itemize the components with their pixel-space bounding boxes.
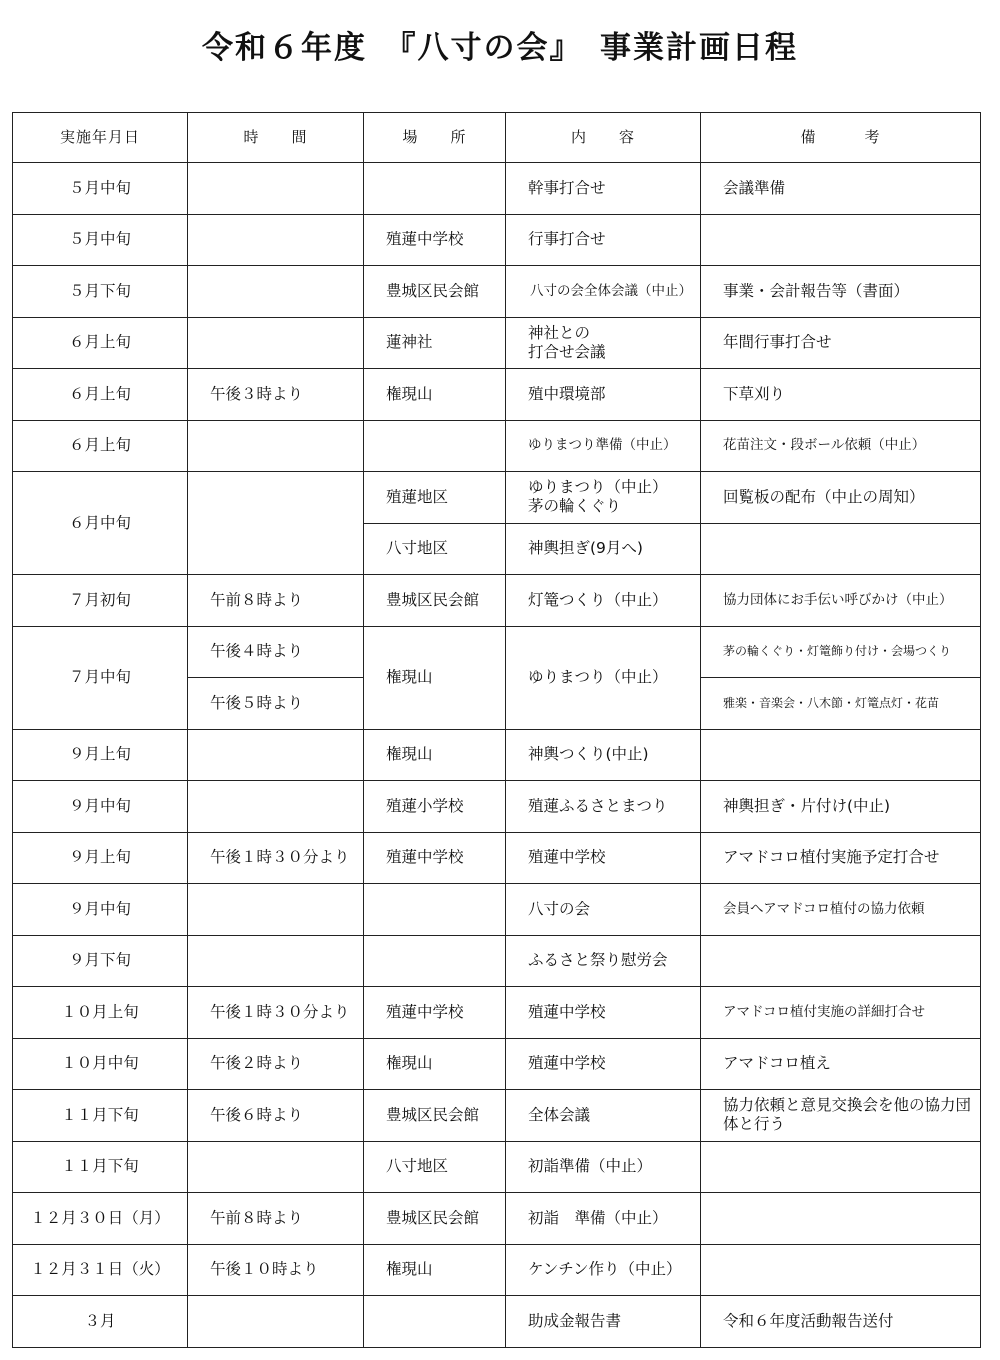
cell-time (188, 1141, 364, 1193)
cell-date: １０月上旬 (13, 987, 188, 1039)
cell-time (188, 884, 364, 936)
cell-time (188, 214, 364, 266)
cell-time: 午後１時３０分より (188, 987, 364, 1039)
cell-remarks: 茅の輪くぐり・灯篭飾り付け・会場つくり (701, 626, 981, 678)
table-row (13, 935, 981, 987)
cell-content: 初詣準備（中止） (506, 1141, 701, 1193)
cell-date: ５月中旬 (13, 163, 188, 215)
cell-remarks (701, 1193, 981, 1245)
table-row (13, 575, 981, 627)
cell-date: ６月上旬 (13, 420, 188, 472)
cell-content: 殖蓮ふるさとまつり (506, 781, 701, 833)
cell-date: ３月 (13, 1296, 188, 1348)
cell-remarks: 雅楽・音楽会・八木節・灯篭点灯・花苗 (701, 678, 981, 730)
cell-time (188, 935, 364, 987)
cell-time (188, 163, 364, 215)
cell-date: ６月中旬 (13, 472, 188, 575)
schedule-table (12, 112, 981, 1348)
cell-content: 神輿つくり(中止) (506, 729, 701, 781)
table-row (13, 729, 981, 781)
cell-place (364, 163, 506, 215)
cell-date: １０月中旬 (13, 1038, 188, 1090)
cell-time: 午前８時より (188, 575, 364, 627)
header-date: 実施年月日 (13, 113, 188, 163)
header-place: 場 所 (364, 113, 506, 163)
cell-time: 午後３時より (188, 369, 364, 421)
cell-remarks: 神輿担ぎ・片付け(中止) (701, 781, 981, 833)
cell-date: ７月初旬 (13, 575, 188, 627)
table-row (13, 1296, 981, 1348)
cell-remarks: 花苗注文・段ボール依頼（中止） (701, 420, 981, 472)
table-row (13, 987, 981, 1039)
cell-place: 殖蓮中学校 (364, 214, 506, 266)
cell-date: ５月中旬 (13, 214, 188, 266)
table-row (13, 163, 981, 215)
table-row (13, 1038, 981, 1090)
table-row (13, 369, 981, 421)
cell-place: 殖蓮地区 (364, 472, 506, 524)
cell-place: 八寸地区 (364, 1141, 506, 1193)
table-row (13, 1244, 981, 1296)
cell-date: １２月３０日（月） (13, 1193, 188, 1245)
cell-time (188, 420, 364, 472)
table-row (13, 1141, 981, 1193)
table-row (13, 1090, 981, 1142)
cell-time: 午前８時より (188, 1193, 364, 1245)
cell-remarks (701, 1244, 981, 1296)
cell-place: 権現山 (364, 626, 506, 729)
cell-content: 殖蓮中学校 (506, 832, 701, 884)
cell-content: 八寸の会 (506, 884, 701, 936)
cell-remarks (701, 729, 981, 781)
table-row (13, 626, 981, 678)
cell-date: ５月下旬 (13, 266, 188, 318)
cell-place: 権現山 (364, 1038, 506, 1090)
cell-content: ゆりまつり（中止） (506, 626, 701, 729)
cell-remarks: 回覧板の配布（中止の周知） (701, 472, 981, 524)
cell-content: ふるさと祭り慰労会 (506, 935, 701, 987)
cell-place: 権現山 (364, 1244, 506, 1296)
cell-remarks: 令和６年度活動報告送付 (701, 1296, 981, 1348)
cell-date: ７月中旬 (13, 626, 188, 729)
cell-place: 殖蓮中学校 (364, 987, 506, 1039)
cell-place (364, 1296, 506, 1348)
table-row (13, 214, 981, 266)
cell-remarks: アマドコロ植付実施予定打合せ (701, 832, 981, 884)
cell-date: ９月上旬 (13, 729, 188, 781)
cell-content: 灯篭つくり（中止） (506, 575, 701, 627)
cell-place (364, 884, 506, 936)
header-content: 内 容 (506, 113, 701, 163)
cell-time (188, 266, 364, 318)
cell-time: 午後５時より (188, 678, 364, 730)
cell-content: 行事打合せ (506, 214, 701, 266)
cell-date: ９月下旬 (13, 935, 188, 987)
cell-content: 神輿担ぎ(9月へ) (506, 523, 701, 575)
cell-remarks (701, 523, 981, 575)
header-remarks: 備 考 (701, 113, 981, 163)
cell-content: 助成金報告書 (506, 1296, 701, 1348)
cell-time (188, 781, 364, 833)
cell-remarks (701, 214, 981, 266)
cell-place: 豊城区民会館 (364, 575, 506, 627)
cell-date: ６月上旬 (13, 317, 188, 369)
cell-time: 午後６時より (188, 1090, 364, 1142)
cell-time (188, 317, 364, 369)
table-row (13, 420, 981, 472)
cell-place: 殖蓮小学校 (364, 781, 506, 833)
cell-remarks: 会員へアマドコロ植付の協力依頼 (701, 884, 981, 936)
cell-remarks: 事業・会計報告等（書面） (701, 266, 981, 318)
cell-time (188, 1296, 364, 1348)
cell-place (364, 935, 506, 987)
cell-remarks: 年間行事打合せ (701, 317, 981, 369)
cell-content: 初詣 準備（中止） (506, 1193, 701, 1245)
cell-remarks: 下草刈り (701, 369, 981, 421)
cell-remarks: 協力団体にお手伝い呼びかけ（中止） (701, 575, 981, 627)
cell-place: 権現山 (364, 369, 506, 421)
table-row (13, 1193, 981, 1245)
table-row (13, 884, 981, 936)
cell-content: 殖蓮中学校 (506, 987, 701, 1039)
table-row (13, 472, 981, 524)
cell-remarks: アマドコロ植付実施の詳細打合せ (701, 987, 981, 1039)
cell-place: 殖蓮中学校 (364, 832, 506, 884)
table-row (13, 266, 981, 318)
table-row (13, 317, 981, 369)
cell-date: １２月３１日（火） (13, 1244, 188, 1296)
cell-place: 八寸地区 (364, 523, 506, 575)
cell-remarks: アマドコロ植え (701, 1038, 981, 1090)
cell-date: １１月下旬 (13, 1141, 188, 1193)
cell-date: １１月下旬 (13, 1090, 188, 1142)
header-time: 時 間 (188, 113, 364, 163)
cell-content: 殖中環境部 (506, 369, 701, 421)
cell-time: 午後１時３０分より (188, 832, 364, 884)
cell-place: 豊城区民会館 (364, 266, 506, 318)
cell-date: ９月上旬 (13, 832, 188, 884)
cell-content: ゆりまつり準備（中止） (506, 420, 701, 472)
cell-remarks: 会議準備 (701, 163, 981, 215)
cell-content: 殖蓮中学校 (506, 1038, 701, 1090)
cell-content: ケンチン作り（中止） (506, 1244, 701, 1296)
cell-time (188, 472, 364, 575)
cell-place (364, 420, 506, 472)
cell-date: ６月上旬 (13, 369, 188, 421)
cell-content: 神社との 打合せ会議 (506, 317, 701, 369)
page-title: 令和６年度 『八寸の会』 事業計画日程 (202, 30, 798, 66)
table-row (13, 832, 981, 884)
table-header-row (13, 113, 981, 163)
cell-date: ９月中旬 (13, 884, 188, 936)
cell-remarks: 協力依頼と意見交換会を他の協力団体と行う (701, 1090, 981, 1142)
cell-content: 幹事打合せ (506, 163, 701, 215)
cell-place: 蓮神社 (364, 317, 506, 369)
cell-time: 午後２時より (188, 1038, 364, 1090)
cell-content: 八寸の会全体会議（中止） (506, 266, 701, 318)
cell-remarks (701, 935, 981, 987)
cell-time (188, 729, 364, 781)
cell-remarks (701, 1141, 981, 1193)
cell-place: 権現山 (364, 729, 506, 781)
cell-place: 豊城区民会館 (364, 1090, 506, 1142)
cell-content: ゆりまつり（中止） 茅の輪くぐり (506, 472, 701, 524)
cell-time: 午後１０時より (188, 1244, 364, 1296)
cell-place: 豊城区民会館 (364, 1193, 506, 1245)
cell-content: 全体会議 (506, 1090, 701, 1142)
cell-time: 午後４時より (188, 626, 364, 678)
table-row (13, 781, 981, 833)
cell-date: ９月中旬 (13, 781, 188, 833)
